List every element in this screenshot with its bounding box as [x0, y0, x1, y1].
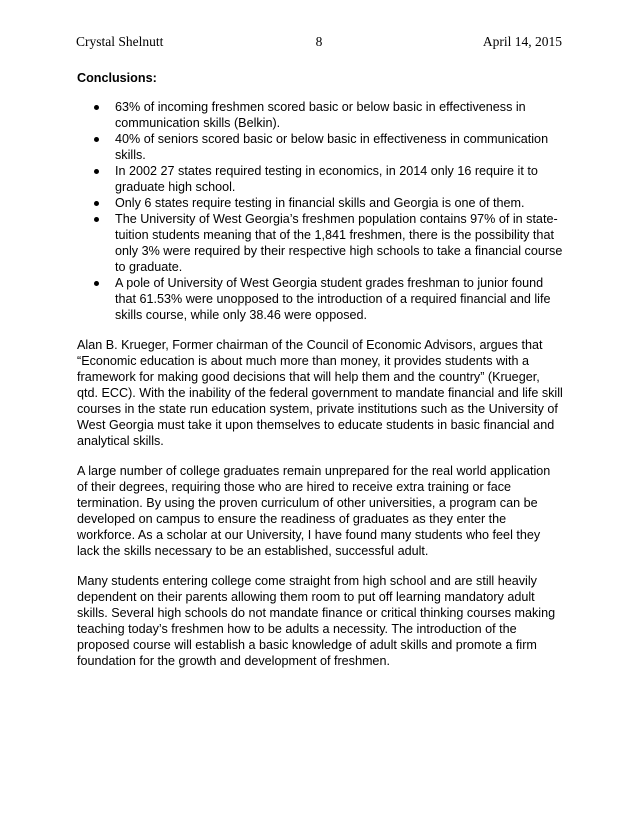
bullet-dot-icon	[94, 105, 99, 110]
bullet-dot-icon	[94, 169, 99, 174]
section-heading: Conclusions:	[77, 71, 157, 85]
header-date: April 14, 2015	[482, 34, 562, 49]
conclusions-list	[77, 99, 563, 323]
body-paragraph: Many students entering college come straight from high school and are still heavily dependent on their parents allowing them room to put off learning mandatory adult skills. Several high schools do not mandate finance or critical thinking courses making teaching today’s freshmen how to be adults a necessity. The introduction of the proposed course will establish a basic knowledge of adult skills and promote a firm foundation for the growth and development of freshmen.	[77, 574, 556, 668]
bullet-dot-icon	[94, 281, 99, 286]
conclusion-item	[77, 211, 563, 275]
header-author: Crystal Shelnutt	[76, 34, 164, 49]
bullet-dot-icon	[94, 137, 99, 142]
body-paragraph: A large number of college graduates remain unprepared for the real world application of their degrees, requiring those who are hired to receive extra training or face termination. By using the proven curriculum of other universities, a program can be developed on campus to ensure the readiness of graduates as they enter the workforce. As a scholar at our University, I have found many students who feel they lack the skills necessary to be an established, successful adult.	[77, 464, 551, 558]
conclusion-item	[77, 163, 563, 195]
conclusion-item	[77, 131, 563, 163]
conclusion-text: Only 6 states require testing in financial skills and Georgia is one of them.	[115, 196, 525, 210]
bullet-dot-icon	[94, 217, 99, 222]
conclusion-text: 40% of seniors scored basic or below basic in effectiveness in communication skills.	[115, 132, 549, 162]
conclusion-text: A pole of University of West Georgia student grades freshman to junior found that 61.53% were unopposed to the introduction of a required financial and life skills course, while only 38.46 were opposed.	[115, 276, 551, 322]
conclusion-item	[77, 275, 563, 323]
header-page-number: 8	[315, 34, 323, 49]
conclusion-text: The University of West Georgia’s freshmen population contains 97% of in state-tuition students meaning that of the 1,841 freshmen, there is the possibility that only 3% were required by their respective high schools to take a financial course to graduate.	[115, 212, 563, 274]
body-paragraph: Alan B. Krueger, Former chairman of the Council of Economic Advisors, argues that “Economic education is about much more than money, it provides students with a framework for making good decisions that will help them and the country” (Krueger, qtd. ECC). With the inability of the federal government to mandate financial and life skill courses in the state run education system, private institutions such as the University of West Georgia must take it upon themselves to educate students in basic financial and analytical skills.	[77, 338, 563, 448]
conclusion-text: In 2002 27 states required testing in economics, in 2014 only 16 require it to graduate high school.	[115, 164, 538, 194]
document-body	[77, 70, 563, 683]
conclusion-item	[77, 195, 563, 211]
bullet-dot-icon	[94, 201, 99, 206]
conclusion-item	[77, 99, 563, 131]
conclusion-text: 63% of incoming freshmen scored basic or below basic in effectiveness in communication skills (Belkin).	[115, 100, 526, 130]
page-header	[76, 34, 562, 52]
